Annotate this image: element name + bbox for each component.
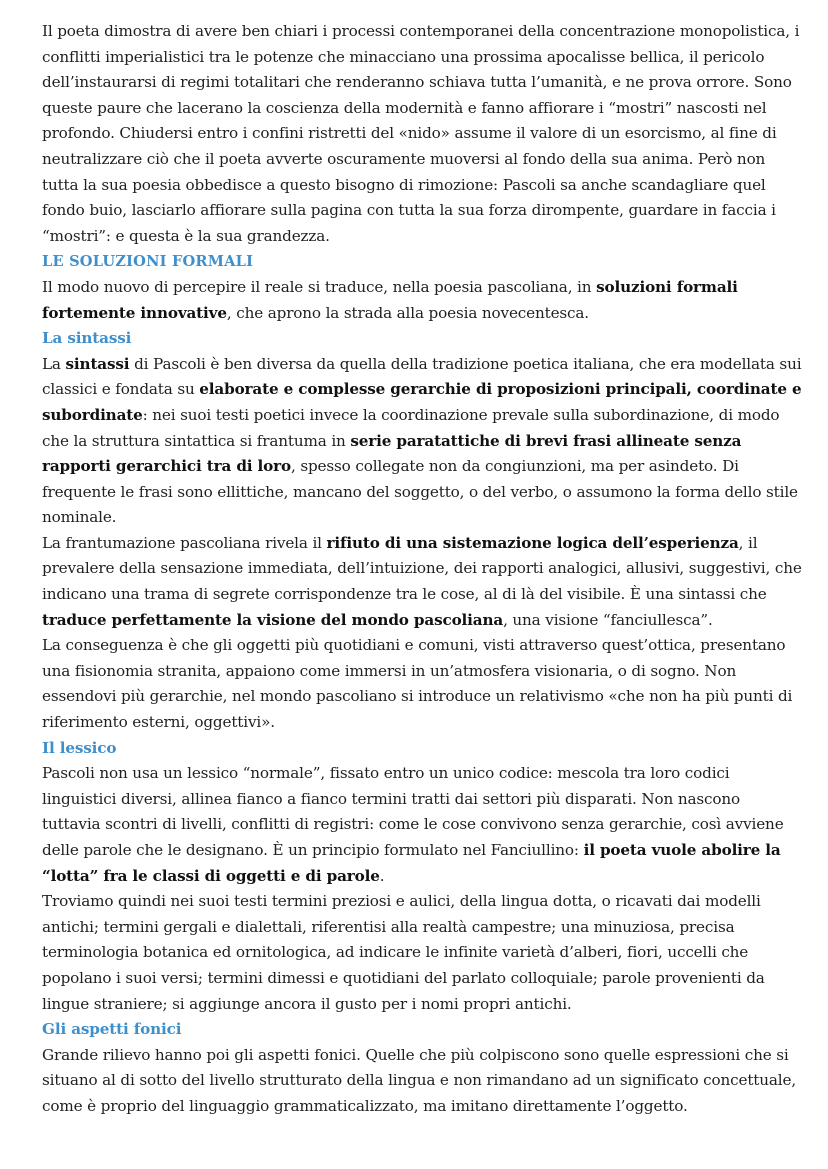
bold-phrase: serie paratattiche di brevi frasi allineate senza rapporti gerarchici tra di loro	[42, 431, 742, 476]
bold-phrase: il poeta vuole abolire la “lotta” fra le classi di oggetti e di parole	[42, 841, 781, 885]
sintassi-paragraph: La sintassi di Pascoli è ben diversa da quella della tradizione poetica italiana, che era modellata sui classici e fondata su elaborate e complesse gerarchie di proposizioni principali, coordinate e subordinate: nei suoi testi poetici invece la coordinazione prevale sulla subordinazione, di modo che la struttura sintattica si frantuma in serie paratattiche di brevi frasi allineate senza rapporti gerarchici tra di loro, spesso collegate non da congiunzioni, ma per asindeto. Di frequente le frasi sono ellittiche, mancano del soggetto, o del verbo, o assumono la forma dello stile nominale.	[42, 354, 802, 527]
document-page	[42, 19, 802, 1120]
subheading-aspetti-fonici: Gli aspetti fonici	[42, 1020, 182, 1039]
bold-phrase: rifiuto di una sistemazione logica dell’esperienza	[326, 533, 739, 552]
bold-phrase: soluzioni formali fortemente innovative	[42, 277, 738, 322]
frantumazione-paragraph: La frantumazione pascoliana rivela il rifiuto di una sistemazione logica dell’esperienza, il prevalere della sensazione immediata, dell’intuizione, dei rapporti analogici, allusivi, suggestivi, che indicano una trama di segrete corrispondenze tra le cose, al di là del visibile. È una sintassi che traduce perfettamente la visione del mondo pascoliana, una visione “fanciullesca”.	[42, 533, 802, 629]
conseguenza-paragraph: La conseguenza è che gli oggetti più quotidiani e comuni, visti attraverso quest’ottica, presentano una fisionomia stranita, appaiono come immersi in un’atmosfera visionaria, o di sogno. Non essendovi più gerarchie, nel mondo pascoliano si introduce un relativismo «che non ha più punti di riferimento esterni, oggettivi».	[42, 636, 793, 732]
lessico-paragraph: Pascoli non usa un lessico “normale”, fissato entro un unico codice: mescola tra loro codici linguistici diversi, allinea fianco a fianco termini tratti dai settori più disparati. Non nascono tuttavia scontri di livelli, conflitti di registri: come le cose convivono senza gerarchie, così avviene delle parole che le designano. È un principio formulato nel Fanciullino: il poeta vuole abolire la “lotta” fra le classi di oggetti e di parole.	[42, 764, 784, 885]
section-heading-soluzioni-formali: LE SOLUZIONI FORMALI	[42, 253, 254, 271]
subheading-sintassi: La sintassi	[42, 329, 132, 348]
fonici-paragraph: Grande rilievo hanno poi gli aspetti fonici. Quelle che più colpiscono sono quelle espressioni che si situano al di sotto del livello strutturato della lingua e non rimandano ad un significato concettuale, come è proprio del linguaggio grammaticalizzato, ma imitano direttamente l’oggetto.	[42, 1045, 797, 1115]
bold-phrase: elaborate e complesse gerarchie di proposizioni principali, coordinate e subordinate	[42, 380, 802, 424]
bold-phrase: traduce perfettamente la visione del mondo pascoliana	[42, 610, 504, 629]
intro-paragraph: Il poeta dimostra di avere ben chiari i processi contemporanei della concentrazione monopolistica, i conflitti imperialistici tra le potenze che minacciano una prossima apocalisse bellica, il pericolo dell’instaurarsi di regimi totalitari che renderanno schiava tutta l’umanità, e ne prova orrore. Sono queste paure che lacerano la coscienza della modernità e fanno affiorare i “mostri” nascosti nel profondo. Chiudersi entro i confini ristretti del «nido» assume il valore di un esorcismo, al fine di neutralizzare ciò che il poeta avverte oscuramente muoversi al fondo della sua anima. Però non tutta la sua poesia obbedisce a questo bisogno di rimozione: Pascoli sa anche scandagliare quel fondo buio, lasciarlo affiorare sulla pagina con tutta la sua forza dirompente, guardare in faccia i “mostri”: e questa è la sua grandezza.	[42, 22, 800, 245]
bold-phrase: sintassi	[65, 354, 130, 373]
subheading-lessico: Il lessico	[42, 738, 117, 757]
termini-paragraph: Troviamo quindi nei suoi testi termini preziosi e aulici, della lingua dotta, o ricavati dai modelli antichi; termini gergali e dialettali, riferentisi alla realtà campestre; una minuziosa, precisa terminologia botanica ed ornitologica, ad indicare le infinite varietà d’alberi, fiori, uccelli che popolano i suoi versi; termini dimessi e quotidiani del parlato colloquiale; parole provenienti da lingue straniere; si aggiunge ancora il gusto per i nomi propri antichi.	[42, 892, 765, 1013]
soluzioni-paragraph: Il modo nuovo di percepire il reale si traduce, nella poesia pascoliana, in soluzioni formali fortemente innovative, che aprono la strada alla poesia novecentesca.	[42, 277, 738, 322]
